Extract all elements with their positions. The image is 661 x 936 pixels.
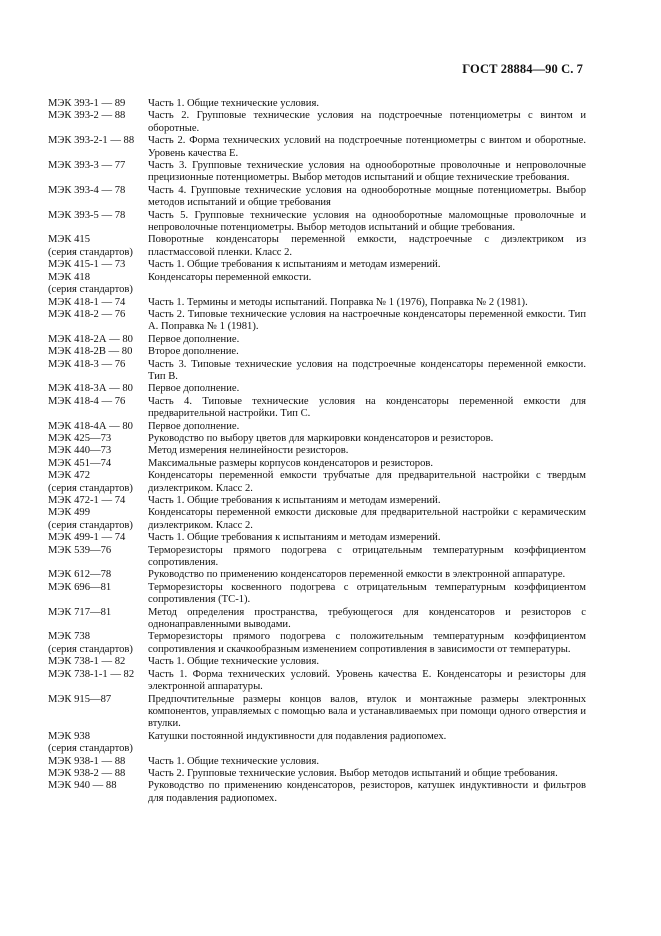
standard-title: Часть 2. Форма технических условий на подстроечные потенциометры с винтом и оборотные. Уровень качества Е. xyxy=(148,135,586,159)
standard-code: МЭК 418-3А — 80 xyxy=(48,383,133,395)
standard-code: МЭК 418 (серия стандартов) xyxy=(48,271,133,296)
standard-title: Терморезисторы прямого подогрева с отрицательным температурным коэффициентом сопротивления. xyxy=(148,544,586,569)
standard-entry xyxy=(48,656,586,668)
standard-entry xyxy=(48,495,586,507)
standard-title: Конденсаторы переменной емкости трубчатые для предварительной настройки с твердым диэлектриком. Класс 2. xyxy=(148,470,586,494)
standard-entry xyxy=(48,383,586,395)
standard-title: Руководство по применению конденсаторов переменной емкости в электронной аппаратуре. xyxy=(148,569,566,581)
standard-entry xyxy=(48,259,586,271)
standard-entry xyxy=(48,433,586,445)
standard-title: Часть 1. Общие требования к испытаниям и методам измерений. xyxy=(148,532,441,544)
standard-entry xyxy=(48,421,586,433)
standard-code: МЭК 418-2А — 80 xyxy=(48,333,133,345)
standard-entry xyxy=(48,309,586,334)
standard-code: МЭК 418-2В — 80 xyxy=(48,346,133,358)
standard-entry xyxy=(48,470,586,495)
standard-code: МЭК 393-5 — 78 xyxy=(48,209,126,221)
standard-entry xyxy=(48,234,586,259)
standard-code: МЭК 738-1 — 82 xyxy=(48,656,126,668)
standard-entry xyxy=(48,160,586,185)
standard-title: Руководство по выбору цветов для маркировки конденсаторов и резисторов. xyxy=(148,432,494,444)
standard-title: Часть 3. Групповые технические условия на однооборотные проволочные и непроволочные прецизионные потенциометры. Выбор методов испытаний и общие технические требования. xyxy=(148,160,586,184)
standard-code: МЭК 418-4А — 80 xyxy=(48,420,133,432)
standard-entry xyxy=(48,185,586,210)
standard-code: МЭК 418-4 — 76 xyxy=(48,395,126,407)
standard-entry xyxy=(48,756,586,768)
standard-title: Часть 1. Общие требования к испытаниям и методам измерений. xyxy=(148,495,441,506)
standard-code: МЭК 393-4 — 78 xyxy=(48,184,126,196)
standard-code: МЭК 938 (серия стандартов) xyxy=(48,730,133,755)
standard-entry xyxy=(48,669,586,694)
standard-entry xyxy=(48,768,586,780)
standard-title: Конденсаторы переменной емкости дисковые для предварительной настройки с керамическим диэлектриком. Класс 2. xyxy=(148,507,586,531)
standard-code: МЭК 393-2 — 88 xyxy=(48,110,126,122)
standard-code: МЭК 393-1 — 89 xyxy=(48,98,126,109)
standard-entry xyxy=(48,507,586,532)
standard-title: Часть 2. Групповые технические условия на подстроечные потенциометры с винтом и оборотные. xyxy=(148,110,586,134)
standard-entry xyxy=(48,731,586,756)
standard-title: Терморезисторы прямого подогрева с положительным температурным коэффициентом сопротивления и скачкообразным изменением сопротивления в зависимости от температуры. xyxy=(148,631,586,655)
standard-entry xyxy=(48,694,586,731)
standard-code: МЭК 393-3 — 77 xyxy=(48,160,126,172)
standard-title: Первое дополнение. xyxy=(148,383,240,395)
standard-code: МЭК 696—81 xyxy=(48,581,112,593)
standard-code: МЭК 738 (серия стандартов) xyxy=(48,631,133,655)
standard-entry xyxy=(48,445,586,457)
standard-entry xyxy=(48,780,586,805)
standard-title: Часть 1. Общие технические условия. xyxy=(148,98,319,109)
standard-code: МЭК 539—76 xyxy=(48,544,112,556)
standard-title: Катушки постоянной индуктивности для подавления радиопомех. xyxy=(148,730,447,742)
standard-entry xyxy=(48,569,586,581)
standard-entry xyxy=(48,272,586,297)
standard-title: Часть 4. Типовые технические условия на конденсаторы переменной емкости для предварительной настройки. Тип С. xyxy=(148,395,586,420)
standard-code: МЭК 938-2 — 88 xyxy=(48,767,126,779)
standard-entry xyxy=(48,631,586,656)
standard-entry xyxy=(48,607,586,632)
standard-code: МЭК 938-1 — 88 xyxy=(48,755,126,767)
standard-code: МЭК 418-3 — 76 xyxy=(48,358,126,370)
standard-title: Поворотные конденсаторы переменной емкости, надстроечные с диэлектриком из пластмассовой пленки. Класс 2. xyxy=(148,234,586,258)
standard-entry xyxy=(48,359,586,384)
standard-code: МЭК 915—87 xyxy=(48,693,112,705)
standard-title: Часть 2. Типовые технические условия на настроечные конденсаторы переменной емкости. Тип А. Поправка № 1 (1981). xyxy=(148,308,586,333)
standard-code: МЭК 415-1 — 73 xyxy=(48,259,126,271)
standard-title: Часть 3. Типовые технические условия на подстроечные конденсаторы переменной емкости. Тип В. xyxy=(148,358,586,382)
standard-code: МЭК 472-1 — 74 xyxy=(48,495,126,506)
standard-title: Часть 1. Термины и методы испытаний. Поправка № 1 (1976), Поправка № 2 (1981). xyxy=(148,296,528,308)
standard-code: МЭК 940 — 88 xyxy=(48,780,117,792)
standard-title: Часть 4. Групповые технические условия на однооборотные мощные потенциометры. Выбор методов испытаний и общие требования xyxy=(148,184,586,209)
standard-code: МЭК 499-1 — 74 xyxy=(48,532,126,544)
standard-title: Часть 1. Общие технические условия. xyxy=(148,656,319,668)
standard-code: МЭК 425—73 xyxy=(48,432,112,444)
standard-title: Часть 5. Групповые технические условия на однооборотные маломощные проволочные и непроволочные потенциометры. Выбор методов испытаний и общие требования. xyxy=(148,209,586,234)
standard-title: Первое дополнение. xyxy=(148,333,240,345)
standard-title: Первое дополнение. xyxy=(148,420,240,432)
standard-entry xyxy=(48,334,586,346)
standard-code: МЭК 472 (серия стандартов) xyxy=(48,470,133,494)
standard-entry xyxy=(48,396,586,421)
standard-title: Метод определения пространства, требующегося для конденсаторов и резисторов с однонаправленными выводами. xyxy=(148,606,586,631)
standard-title: Предпочтительные размеры концов валов, втулок и монтажные размеры электронных компонентов, управляемых с помощью вала и устанавливаемых при помощи одного отверстия и втулки. xyxy=(148,693,586,730)
standard-title: Максимальные размеры корпусов конденсаторов и резисторов. xyxy=(148,457,434,469)
standard-code: МЭК 418-1 — 74 xyxy=(48,296,126,308)
standard-title: Терморезисторы косвенного подогрева с отрицательным температурным коэффициентом сопротивления (ТС-1). xyxy=(148,581,586,606)
standard-title: Конденсаторы переменной емкости. xyxy=(148,271,312,283)
standard-entry xyxy=(48,545,586,570)
standard-title: Часть 1. Форма технических условий. Уровень качества Е. Конденсаторы и резисторы для электронной аппаратуры. xyxy=(148,668,586,693)
standard-title: Часть 1. Общие требования к испытаниям и методам измерений. xyxy=(148,259,441,271)
standard-entry xyxy=(48,110,586,135)
standards-list xyxy=(48,98,586,805)
standard-code: МЭК 440—73 xyxy=(48,445,112,457)
standard-entry xyxy=(48,458,586,470)
standard-entry xyxy=(48,135,586,160)
standard-code: МЭК 738-1-1 — 82 xyxy=(48,668,135,680)
standard-code: МЭК 717—81 xyxy=(48,606,112,618)
standard-code: МЭК 415 (серия стандартов) xyxy=(48,234,133,258)
standard-entry xyxy=(48,582,586,607)
standard-entry xyxy=(48,297,586,309)
standard-entry xyxy=(48,98,586,110)
standard-title: Метод измерения нелинейности резисторов. xyxy=(148,445,349,457)
standard-title: Часть 1. Общие технические условия. xyxy=(148,755,319,767)
standard-title: Второе дополнение. xyxy=(148,346,239,358)
standard-entry xyxy=(48,346,586,358)
standard-code: МЭК 393-2-1 — 88 xyxy=(48,135,135,147)
standard-title: Руководство по применению конденсаторов, резисторов, катушек индуктивности и фильтров для подавления радиопомех. xyxy=(148,780,586,804)
standard-code: МЭК 418-2 — 76 xyxy=(48,308,126,320)
page-header: ГОСТ 28884—90 С. 7 xyxy=(462,62,583,76)
standard-title: Часть 2. Групповые технические условия. Выбор методов испытаний и общие требования. xyxy=(148,767,558,779)
standard-code: МЭК 612—78 xyxy=(48,569,112,581)
standard-code: МЭК 451—74 xyxy=(48,457,112,469)
standard-code: МЭК 499 (серия стандартов) xyxy=(48,507,133,531)
standard-entry xyxy=(48,210,586,235)
standard-entry xyxy=(48,532,586,544)
